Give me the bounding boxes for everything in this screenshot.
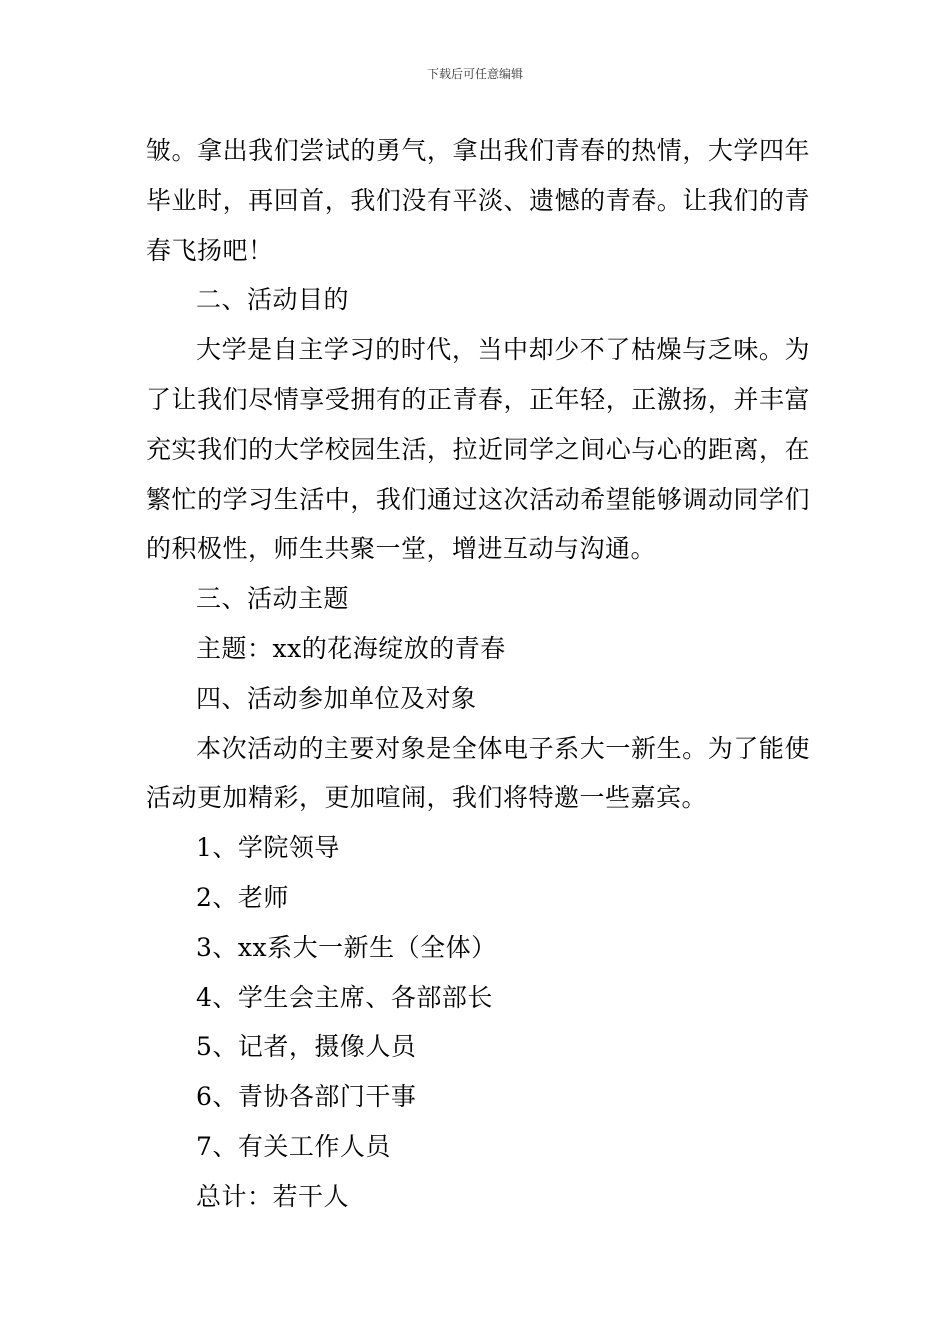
page-header-note: 下载后可任意编辑 bbox=[426, 67, 523, 81]
list-item: 7、有关工作人员 bbox=[196, 1131, 391, 1161]
section-heading-participants: 四、活动参加单位及对象 bbox=[196, 683, 477, 713]
list-item: 3、xx系大一新生（全体） bbox=[196, 932, 497, 962]
list-item: 4、学生会主席、各部部长 bbox=[196, 982, 493, 1012]
list-item: 2、老师 bbox=[196, 882, 289, 912]
paragraph-theme: 主题：xx的花海绽放的青春 bbox=[196, 633, 506, 663]
list-item: 1、学院领导 bbox=[196, 833, 340, 863]
list-item: 6、青协各部门干事 bbox=[196, 1082, 417, 1112]
paragraph-purpose: 大学是自主学习的时代，当中却少不了枯燥与乏味。为了让我们尽情享受拥有的正青春，正年轻，正激扬，并丰富充实我们的大学校园生活，拉近同学之间心与心的距离，在繁忙的学习生活中，我们通过这次活动希望能够调动同学们的积极性，师生共聚一堂，增进互动与沟通。 bbox=[146, 335, 810, 564]
section-heading-theme: 三、活动主题 bbox=[196, 584, 350, 614]
total-count: 总计：若干人 bbox=[196, 1181, 350, 1211]
list-item: 5、记者，摄像人员 bbox=[196, 1032, 417, 1062]
document-body bbox=[146, 126, 810, 1222]
paragraph-participants: 本次活动的主要对象是全体电子系大一新生。为了能使活动更加精彩，更加喧闹，我们将特邀一些嘉宾。 bbox=[146, 733, 810, 813]
paragraph-intro-continuation: 皱。拿出我们尝试的勇气，拿出我们青春的热情，大学四年毕业时，再回首，我们没有平淡、遗憾的青春。让我们的青春飞扬吧！ bbox=[146, 136, 810, 265]
section-heading-purpose: 二、活动目的 bbox=[196, 285, 350, 315]
